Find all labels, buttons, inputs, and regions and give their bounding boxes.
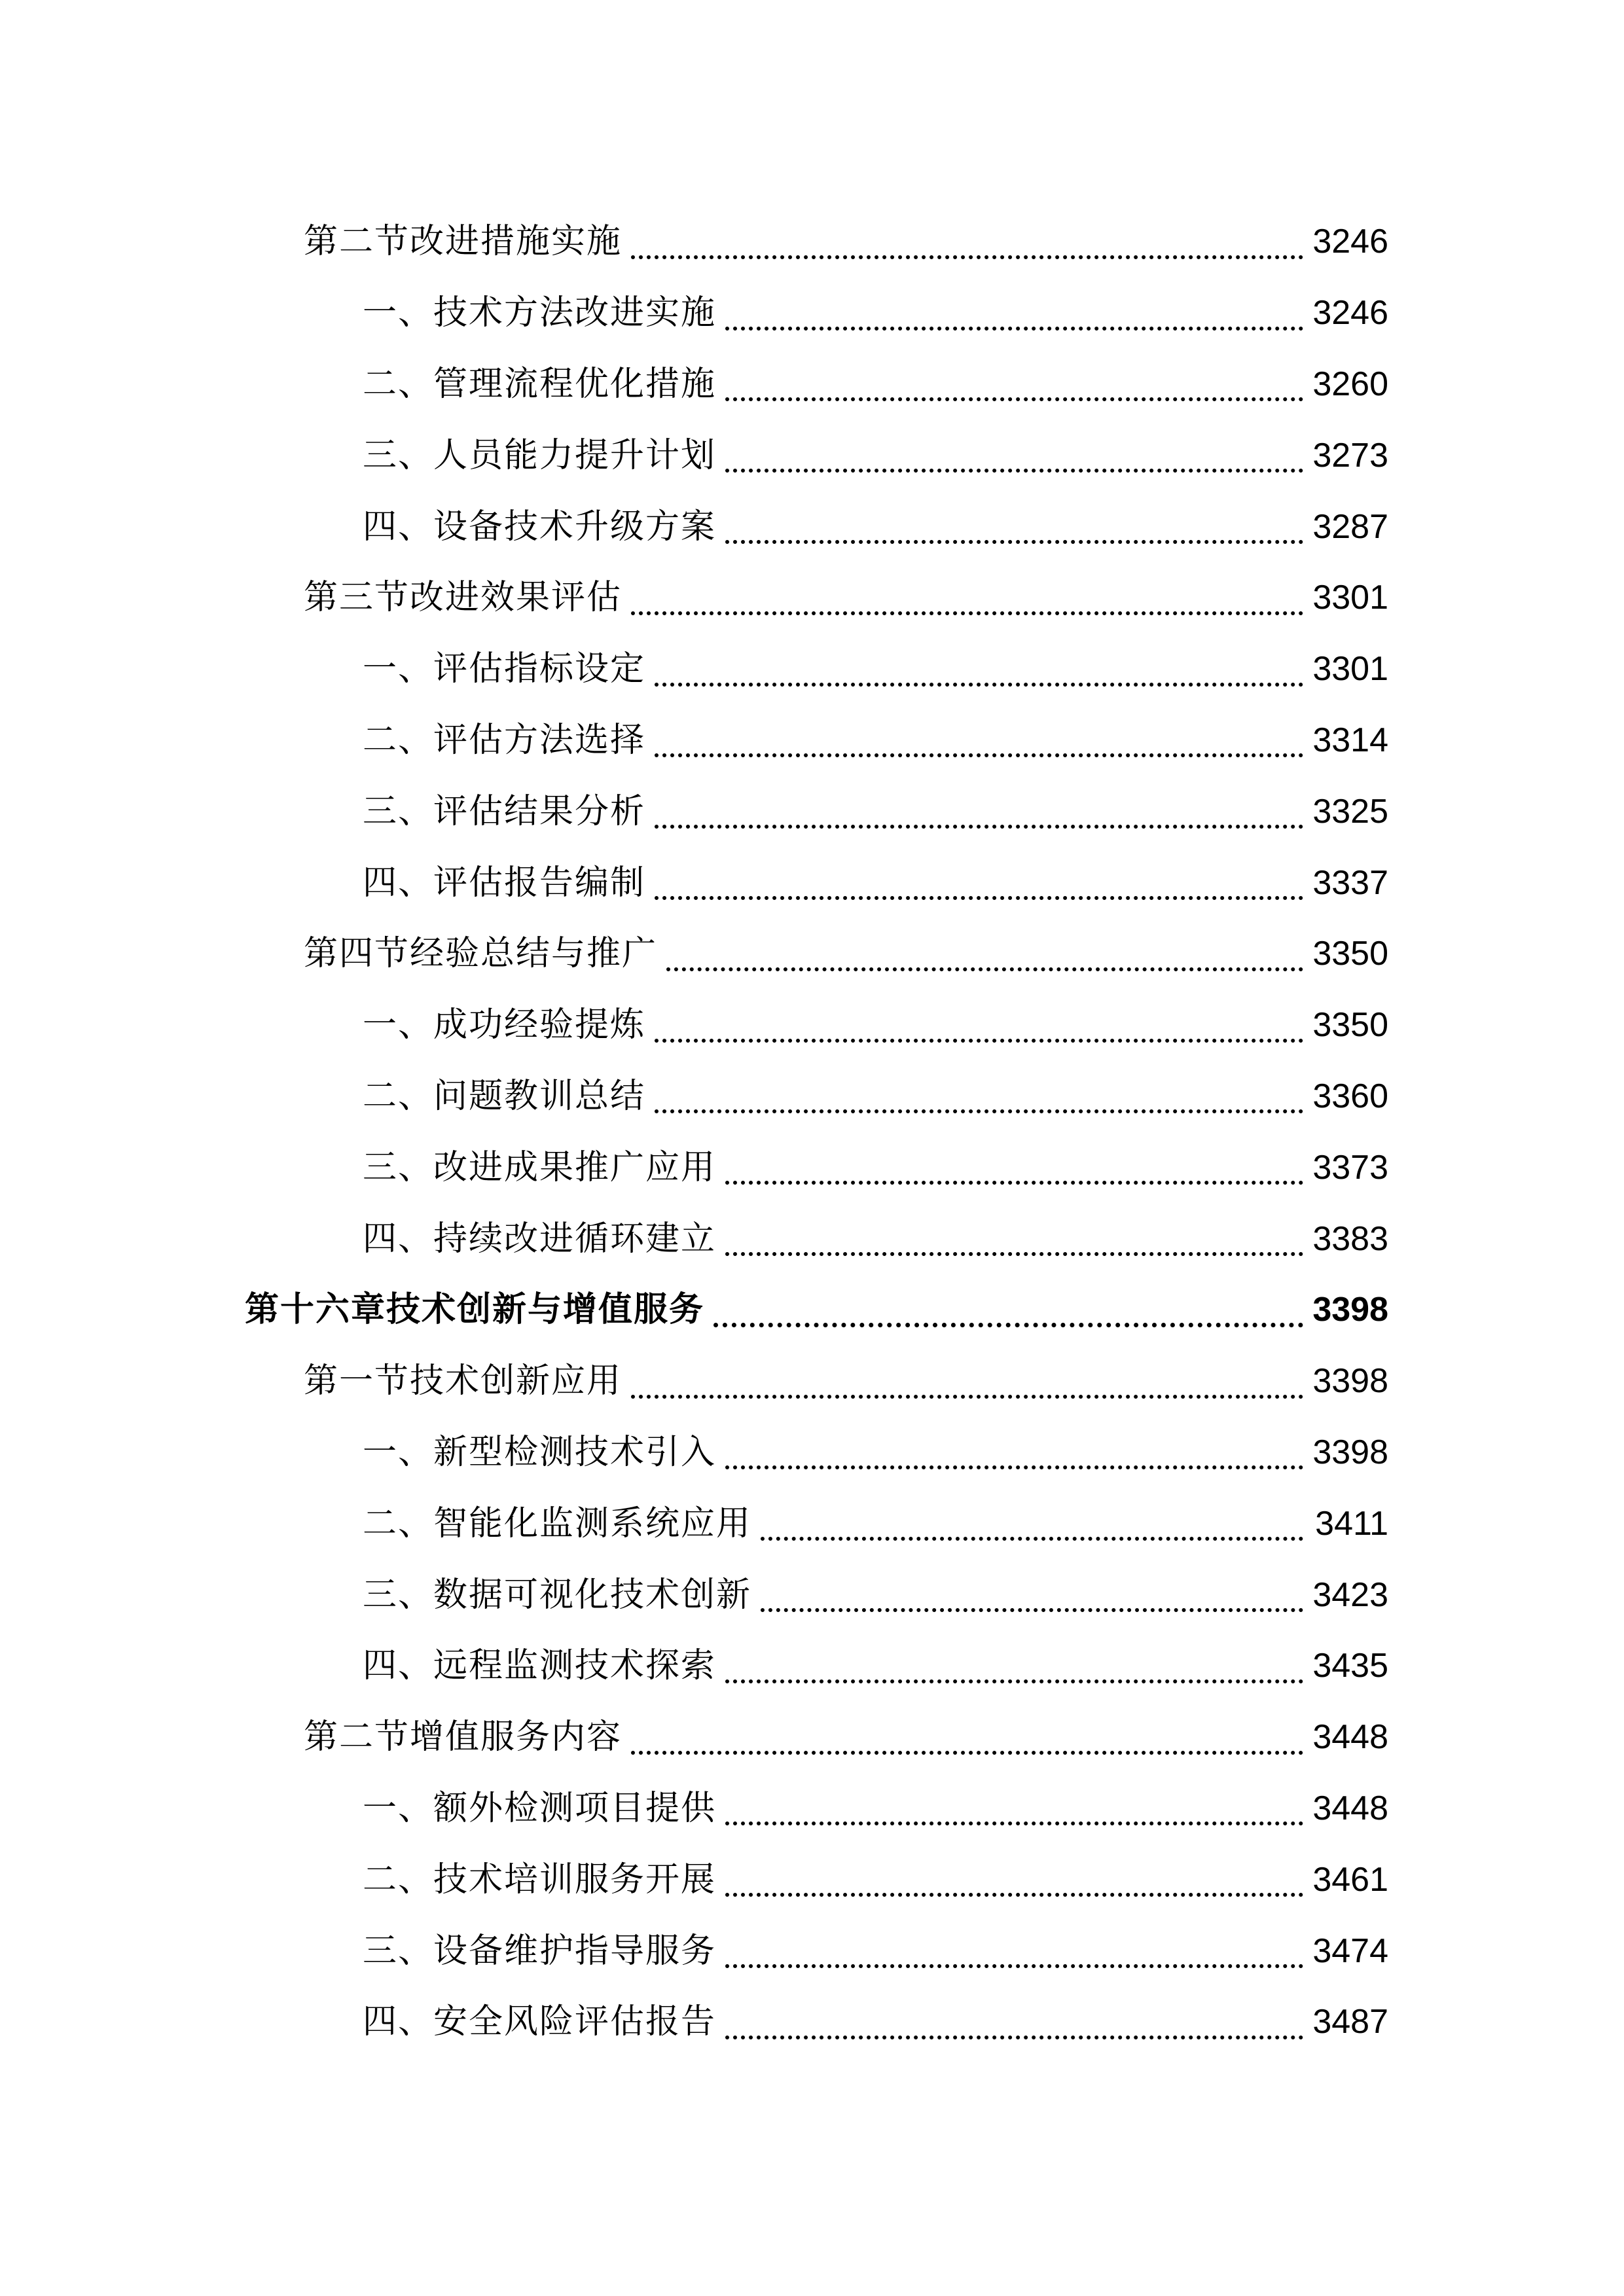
dot-leader [725, 1893, 1303, 1897]
dot-leader [655, 1039, 1303, 1043]
toc-entry-page: 3398 [1312, 1291, 1388, 1329]
toc-entry-title: 四、持续改进循环建立 [363, 1219, 717, 1259]
toc-entry-page: 3448 [1312, 1718, 1388, 1757]
toc-entry-page: 3301 [1312, 579, 1388, 617]
toc-entry-page: 3448 [1312, 1789, 1388, 1827]
toc-entry-title: 四、远程监测技术探索 [363, 1646, 717, 1686]
toc-entry-title: 四、评估报告编制 [363, 863, 646, 903]
toc-subsection-entry[interactable] [0, 634, 1624, 705]
dot-leader [725, 2036, 1303, 2039]
toc-subsection-entry[interactable] [0, 420, 1624, 491]
toc-subsection-entry[interactable] [0, 990, 1624, 1061]
toc-entry-title: 二、技术培训服务开展 [363, 1859, 717, 1899]
toc-section-entry[interactable] [0, 1702, 1624, 1773]
toc-entry-page: 3435 [1312, 1647, 1388, 1685]
dot-leader [631, 1751, 1303, 1755]
dot-leader [725, 1679, 1303, 1683]
toc-entry-title: 二、智能化监测系统应用 [363, 1503, 752, 1543]
toc-subsection-entry[interactable] [0, 1559, 1624, 1630]
toc-subsection-entry[interactable] [0, 1417, 1624, 1488]
toc-entry-title: 四、安全风险评估报告 [363, 2002, 717, 2042]
toc-entry-page: 3461 [1312, 1860, 1388, 1899]
dot-leader [631, 1395, 1303, 1399]
toc-entry-title: 一、额外检测项目提供 [363, 1788, 717, 1828]
toc-entry-page: 3314 [1312, 721, 1388, 759]
toc-entry-page: 3273 [1312, 436, 1388, 475]
dot-leader [761, 1537, 1303, 1541]
toc-entry-title: 三、设备维护指导服务 [363, 1931, 717, 1971]
dot-leader [725, 397, 1303, 401]
dot-leader [655, 896, 1303, 900]
toc-entry-page: 3487 [1312, 2003, 1388, 2041]
dot-leader [631, 255, 1303, 259]
dot-leader [713, 1323, 1303, 1327]
toc-entry-page: 3423 [1312, 1575, 1388, 1614]
toc-subsection-entry[interactable] [0, 278, 1624, 349]
toc-subsection-entry[interactable] [0, 1061, 1624, 1132]
toc-subsection-entry[interactable] [0, 1844, 1624, 1915]
toc-subsection-entry[interactable] [0, 349, 1624, 420]
toc-subsection-entry[interactable] [0, 1986, 1624, 2058]
toc-entry-page: 3350 [1312, 1006, 1388, 1045]
dot-leader [725, 1252, 1303, 1256]
toc-entry-page: 3373 [1312, 1148, 1388, 1187]
dot-leader [725, 1821, 1303, 1825]
dot-leader [631, 611, 1303, 615]
toc-subsection-entry[interactable] [0, 1915, 1624, 1986]
dot-leader [725, 1465, 1303, 1469]
toc-entry-title: 第二节增值服务内容 [304, 1717, 623, 1757]
dot-leader [655, 753, 1303, 757]
dot-leader [725, 1181, 1303, 1185]
toc-section-entry[interactable] [0, 918, 1624, 990]
dot-leader [725, 1964, 1303, 1968]
toc-entry-title: 一、评估指标设定 [363, 649, 646, 689]
toc-entry-title: 第十六章技术创新与增值服务 [245, 1290, 705, 1330]
toc-entry-title: 三、人员能力提升计划 [363, 435, 717, 475]
toc-entry-title: 一、成功经验提炼 [363, 1005, 646, 1045]
toc-subsection-entry[interactable] [0, 776, 1624, 847]
dot-leader [761, 1608, 1303, 1612]
toc-entry-title: 二、管理流程优化措施 [363, 364, 717, 404]
toc-subsection-entry[interactable] [0, 705, 1624, 776]
dot-leader [655, 1109, 1303, 1113]
toc-entry-title: 第三节改进效果评估 [304, 578, 623, 618]
toc-subsection-entry[interactable] [0, 1132, 1624, 1203]
toc-subsection-entry[interactable] [0, 1773, 1624, 1844]
toc-entry-page: 3474 [1312, 1931, 1388, 1970]
dot-leader [655, 683, 1303, 687]
toc-entry-title: 一、新型检测技术引入 [363, 1432, 717, 1472]
dot-leader [655, 825, 1303, 829]
toc-entry-page: 3350 [1312, 935, 1388, 973]
toc-entry-title: 第四节经验总结与推广 [304, 934, 658, 974]
dot-leader [725, 327, 1303, 331]
toc-entry-title: 一、技术方法改进实施 [363, 293, 717, 333]
dot-leader [666, 967, 1303, 971]
toc-subsection-entry[interactable] [0, 1630, 1624, 1702]
toc-section-entry[interactable] [0, 206, 1624, 278]
toc-section-entry[interactable] [0, 562, 1624, 634]
toc-subsection-entry[interactable] [0, 847, 1624, 918]
dot-leader [725, 469, 1303, 473]
toc-entry-title: 第二节改进措施实施 [304, 222, 623, 262]
toc-entry-title: 四、设备技术升级方案 [363, 507, 717, 547]
toc-subsection-entry[interactable] [0, 491, 1624, 562]
toc-entry-page: 3337 [1312, 863, 1388, 902]
toc-entry-page: 3360 [1312, 1077, 1388, 1115]
toc-entry-title: 三、改进成果推广应用 [363, 1147, 717, 1187]
toc-entry-title: 二、问题教训总结 [363, 1076, 646, 1116]
toc-entry-page: 3398 [1312, 1362, 1388, 1401]
toc-chapter-entry[interactable] [0, 1274, 1624, 1346]
toc-entry-title: 二、评估方法选择 [363, 720, 646, 760]
toc-entry-page: 3411 [1315, 1504, 1388, 1543]
toc-entry-title: 第一节技术创新应用 [304, 1361, 623, 1401]
toc-section-entry[interactable] [0, 1346, 1624, 1417]
toc-entry-page: 3287 [1312, 507, 1388, 546]
toc-entry-page: 3260 [1312, 365, 1388, 403]
toc-entry-page: 3325 [1312, 792, 1388, 831]
toc-entry-page: 3383 [1312, 1219, 1388, 1258]
toc-entry-page: 3246 [1312, 223, 1388, 261]
toc-subsection-entry[interactable] [0, 1203, 1624, 1274]
toc-entry-page: 3398 [1312, 1433, 1388, 1471]
table-of-contents [0, 206, 1624, 2058]
toc-subsection-entry[interactable] [0, 1488, 1624, 1559]
toc-entry-page: 3246 [1312, 294, 1388, 332]
toc-entry-page: 3301 [1312, 650, 1388, 689]
toc-entry-title: 三、数据可视化技术创新 [363, 1575, 752, 1615]
dot-leader [725, 540, 1303, 544]
toc-entry-title: 三、评估结果分析 [363, 791, 646, 831]
